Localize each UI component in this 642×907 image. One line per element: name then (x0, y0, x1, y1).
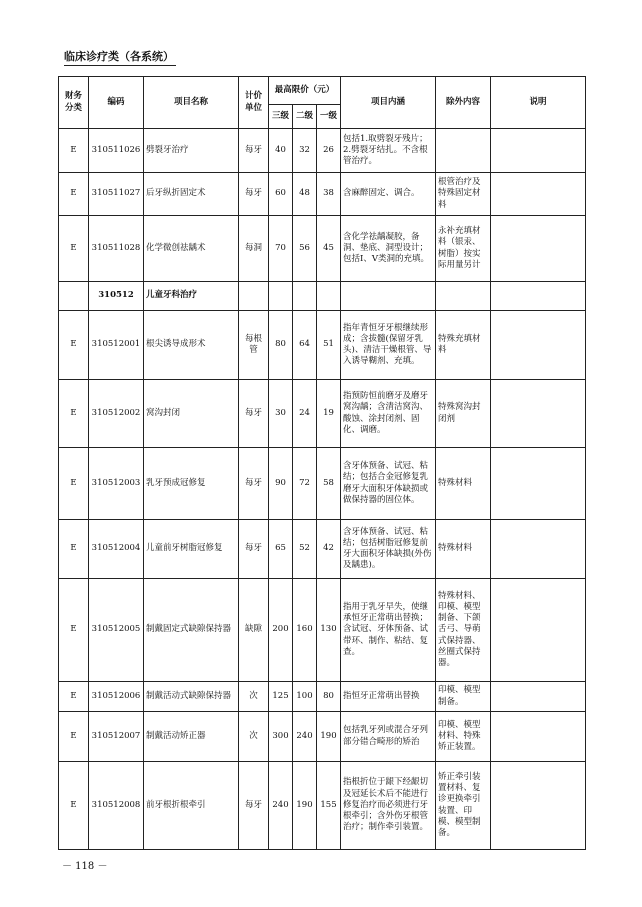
cell-content: 含化学祛龋凝胶，备洞、垫底、洞型设计；包括Ⅰ、Ⅴ类洞的充填。 (341, 216, 436, 282)
cell-price-level2: 72 (293, 448, 317, 520)
cell-price-level1: 45 (317, 216, 341, 282)
header-content: 项目内涵 (341, 77, 436, 129)
cell-unit: 每牙 (239, 448, 269, 520)
cell-price-level2: 48 (293, 173, 317, 216)
cell-category: E (59, 448, 89, 520)
cell-category: E (59, 173, 89, 216)
table-row (59, 380, 586, 448)
cell-price-level3: 30 (269, 380, 293, 448)
cell-notes (491, 173, 586, 216)
cell-code: 310512008 (89, 762, 144, 850)
cell-price-level3: 240 (269, 762, 293, 850)
cell-content: 指恒牙正常萌出替换 (341, 682, 436, 712)
cell-code: 310512002 (89, 380, 144, 448)
page-header: 临床诊疗类（各系统） (64, 48, 176, 66)
cell-price-level1: 130 (317, 579, 341, 682)
cell-code: 310511026 (89, 129, 144, 173)
cell-name: 乳牙预成冠修复 (144, 448, 239, 520)
cell-unit: 每洞 (239, 216, 269, 282)
cell-notes (491, 216, 586, 282)
cell-price-level3: 300 (269, 712, 293, 762)
cell-name: 化学微创祛龋术 (144, 216, 239, 282)
header-level2: 二级 (293, 105, 317, 129)
table-row (59, 311, 586, 380)
table-row (59, 173, 586, 216)
cell-exclusions: 特殊材料、印模、模型制备、下颌舌弓、导萌式保持器、丝圈式保持器。 (436, 579, 491, 682)
table-row (59, 682, 586, 712)
cell-notes (491, 380, 586, 448)
section-row (59, 282, 586, 311)
cell-notes (491, 129, 586, 173)
cell-content: 包括乳牙列或混合牙列部分错合畸形的矫治 (341, 712, 436, 762)
cell-code: 310512006 (89, 682, 144, 712)
cell-unit: 每牙 (239, 173, 269, 216)
cell-notes (491, 762, 586, 850)
cell-exclusions: 特殊充填材料 (436, 311, 491, 380)
cell-price-level2: 100 (293, 682, 317, 712)
cell-exclusions: 印模、模型材料、特殊矫正装置。 (436, 712, 491, 762)
cell-price-level1: 155 (317, 762, 341, 850)
cell-price-level3: 80 (269, 311, 293, 380)
cell-price-level3: 90 (269, 448, 293, 520)
table-row (59, 216, 586, 282)
cell-price-level1: 42 (317, 520, 341, 579)
cell-name: 儿童前牙树脂冠修复 (144, 520, 239, 579)
table-row (59, 520, 586, 579)
cell-price-level3: 60 (269, 173, 293, 216)
cell-price-level2: 24 (293, 380, 317, 448)
cell-code: 310511027 (89, 173, 144, 216)
cell-category: E (59, 216, 89, 282)
cell-category: E (59, 712, 89, 762)
cell-price-level2: 160 (293, 579, 317, 682)
cell-category: E (59, 762, 89, 850)
cell-unit: 每牙 (239, 520, 269, 579)
cell-category: E (59, 579, 89, 682)
section-code: 310512 (89, 282, 144, 311)
cell-price-level1: 19 (317, 380, 341, 448)
cell-price-level3: 40 (269, 129, 293, 173)
cell-code: 310511028 (89, 216, 144, 282)
cell-notes (491, 682, 586, 712)
cell-content: 指预防恒前磨牙及磨牙窝沟龋；含清洁窝沟、酸蚀、涂封闭剂、固化、调磨。 (341, 380, 436, 448)
header-max-price: 最高限价（元） (269, 77, 341, 105)
cell-content: 含麻醉固定、调合。 (341, 173, 436, 216)
cell-category: E (59, 380, 89, 448)
cell-exclusions: 矫正牵引装置材料、复诊更换牵引装置、印模、模型制备。 (436, 762, 491, 850)
section-name: 儿童牙科治疗 (144, 282, 239, 311)
cell-price-level2: 240 (293, 712, 317, 762)
cell-name: 制戴活动矫正器 (144, 712, 239, 762)
cell-content: 包括1.取劈裂牙残片；2.劈裂牙结扎。不含根管治疗。 (341, 129, 436, 173)
header-code: 编码 (89, 77, 144, 129)
header-notes: 说明 (491, 77, 586, 129)
cell-price-level3: 65 (269, 520, 293, 579)
cell-unit: 每牙 (239, 762, 269, 850)
cell-category: E (59, 520, 89, 579)
cell-name: 后牙纵折固定术 (144, 173, 239, 216)
table-row (59, 448, 586, 520)
table-row (59, 712, 586, 762)
cell-content: 指用于乳牙早失，使继承恒牙正常萌出替换；含试冠、牙体预备、试带环、制作、粘结、复查。 (341, 579, 436, 682)
cell-unit: 次 (239, 682, 269, 712)
header-level1: 一级 (317, 105, 341, 129)
table-row (59, 129, 586, 173)
cell-price-level3: 200 (269, 579, 293, 682)
cell-notes (491, 311, 586, 380)
cell-exclusions: 根管治疗及特殊固定材料 (436, 173, 491, 216)
cell-exclusions: 永补充填材料（银汞、树脂）按实际用量另计 (436, 216, 491, 282)
cell-price-level1: 80 (317, 682, 341, 712)
cell-notes (491, 712, 586, 762)
cell-code: 310512007 (89, 712, 144, 762)
cell-price-level1: 38 (317, 173, 341, 216)
cell-name: 制戴活动式缺隙保持器 (144, 682, 239, 712)
cell-price-level1: 51 (317, 311, 341, 380)
cell-exclusions: 特殊材料 (436, 520, 491, 579)
cell-name: 劈裂牙治疗 (144, 129, 239, 173)
cell-exclusions (436, 129, 491, 173)
header-unit: 计价单位 (239, 77, 269, 129)
cell-name: 窝沟封闭 (144, 380, 239, 448)
header-exclusions: 除外内容 (436, 77, 491, 129)
cell-notes (491, 448, 586, 520)
table-row (59, 579, 586, 682)
cell-price-level2: 56 (293, 216, 317, 282)
cell-price-level2: 64 (293, 311, 317, 380)
cell-notes (491, 520, 586, 579)
cell-unit: 缺隙 (239, 579, 269, 682)
page-number: － 118 － (62, 861, 108, 872)
cell-category: E (59, 682, 89, 712)
cell-unit: 每根管 (239, 311, 269, 380)
cell-notes (491, 579, 586, 682)
cell-unit: 每牙 (239, 129, 269, 173)
cell-exclusions: 印模、模型制备。 (436, 682, 491, 712)
cell-content: 含牙体预备、试冠、粘结；包括合金冠修复乳磨牙大面积牙体缺损或做保持器的固位体。 (341, 448, 436, 520)
cell-name: 前牙根折根牵引 (144, 762, 239, 850)
cell-unit: 每牙 (239, 380, 269, 448)
header-category: 财务分类 (59, 77, 89, 129)
cell-code: 310512003 (89, 448, 144, 520)
header-name: 项目名称 (144, 77, 239, 129)
cell-price-level1: 26 (317, 129, 341, 173)
cell-price-level2: 190 (293, 762, 317, 850)
cell-name: 制戴固定式缺隙保持器 (144, 579, 239, 682)
cell-price-level1: 190 (317, 712, 341, 762)
cell-content: 指年青恒牙牙根继续形成；含拔髓(保留牙乳头)、清洁干燥根管、导入诱导糊剂、充填。 (341, 311, 436, 380)
cell-name: 根尖诱导成形术 (144, 311, 239, 380)
cell-price-level3: 70 (269, 216, 293, 282)
cell-price-level1: 58 (317, 448, 341, 520)
header-level3: 三级 (269, 105, 293, 129)
cell-price-level2: 32 (293, 129, 317, 173)
table-row (59, 762, 586, 850)
cell-category: E (59, 311, 89, 380)
cell-exclusions: 特殊窝沟封闭剂 (436, 380, 491, 448)
cell-content: 含牙体预备、试冠、粘结；包括树脂冠修复前牙大面积牙体缺损(外伤及龋患)。 (341, 520, 436, 579)
cell-category: E (59, 129, 89, 173)
cell-price-level3: 125 (269, 682, 293, 712)
cell-content: 指根折位于龈下经龈切及冠延长术后不能进行修复治疗而必须进行牙根牵引；含外伤牙根管治疗；制作牵引装置。 (341, 762, 436, 850)
cell-price-level2: 52 (293, 520, 317, 579)
cell-exclusions: 特殊材料 (436, 448, 491, 520)
cell-code: 310512005 (89, 579, 144, 682)
cell-code: 310512001 (89, 311, 144, 380)
cell-code: 310512004 (89, 520, 144, 579)
cell-unit: 次 (239, 712, 269, 762)
fee-table (58, 76, 586, 850)
